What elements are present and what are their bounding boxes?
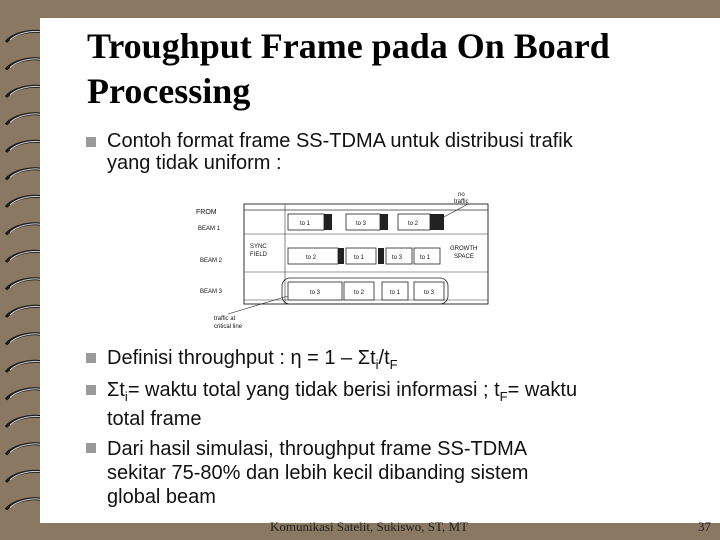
no-traffic-pointer — [442, 204, 468, 218]
bullet-2-text — [107, 347, 647, 376]
row-3-cell-2: to 2 — [354, 290, 365, 296]
subscript-i: i — [124, 389, 128, 404]
from-label: FROM — [196, 209, 217, 216]
bullet-1-line-2: yang tidak uniform : — [107, 152, 282, 174]
throughput-definition-mid: /t — [378, 347, 390, 369]
traffic-pointer — [228, 296, 288, 314]
slide-title — [87, 24, 687, 114]
traffic-label-2: critical line — [214, 324, 243, 330]
bullet-4-text — [107, 437, 647, 509]
row-2-cell-3: to 3 — [392, 255, 403, 261]
subscript-i: i — [375, 357, 379, 372]
bullet-4-line-2: sekitar 75-80% dan lebih kecil dibanding sistem — [107, 462, 529, 484]
row-3-cell-3: to 1 — [390, 290, 401, 296]
row-1-cell-2: to 3 — [356, 221, 367, 227]
no-traffic-label-2: traffic — [454, 199, 469, 205]
bullet-3-b: = waktu total yang tidak berisi informasi ; t — [127, 379, 500, 401]
subscript-f: F — [389, 357, 398, 372]
row-3-cell-1: to 3 — [310, 290, 321, 296]
bullet-3-text — [107, 379, 647, 430]
bullet-4-line-3: global beam — [107, 486, 216, 508]
bullet-1-line-1: Contoh format frame SS-TDMA untuk distribusi trafik — [107, 130, 573, 152]
row-3-cell-4: to 3 — [424, 290, 435, 296]
beam-1-label: BEAM 1 — [198, 226, 221, 232]
beam-3-label: BEAM 3 — [200, 289, 223, 295]
title-line-1: Troughput Frame pada On Board — [87, 26, 610, 66]
row-2-cell-1: to 2 — [306, 255, 317, 261]
beam-2-label: BEAM 2 — [200, 258, 223, 264]
no-traffic-label-1: no — [458, 192, 465, 198]
title-line-2: Processing — [87, 71, 251, 111]
bullet-4-line-1: Dari hasil simulasi, throughput frame SS-TDMA — [107, 438, 528, 460]
sync-label-2: FIELD — [250, 252, 268, 258]
bullet-marker — [86, 443, 96, 453]
row-1-cell-3: to 2 — [408, 221, 419, 227]
throughput-definition: Definisi throughput : η = 1 – Σt — [107, 347, 376, 369]
slide-footer: Komunikasi Satelit, Sukiswo, ST, MT — [270, 519, 469, 534]
sync-label-1: SYNC — [250, 244, 267, 250]
row-2-cell-2: to 1 — [354, 255, 365, 261]
bullet-1-text — [107, 130, 647, 174]
growth-label-1: GROWTH — [450, 246, 478, 252]
bullet-marker — [86, 353, 96, 363]
bullet-marker — [86, 137, 96, 147]
ss-tdma-frame-diagram — [192, 186, 492, 332]
traffic-label-1: traffic at — [214, 316, 236, 322]
row-2-cell-4: to 1 — [420, 255, 431, 261]
bullet-marker — [86, 385, 96, 395]
growth-label-2: SPACE — [454, 254, 474, 260]
row-1-cell-1: to 1 — [300, 221, 311, 227]
subscript-f: F — [499, 389, 508, 404]
bullet-3-a: Σt — [107, 379, 125, 401]
bullet-3-line-2: total frame — [107, 408, 202, 430]
bullet-3-c: = waktu — [507, 379, 578, 401]
page-number: 37 — [698, 519, 711, 534]
